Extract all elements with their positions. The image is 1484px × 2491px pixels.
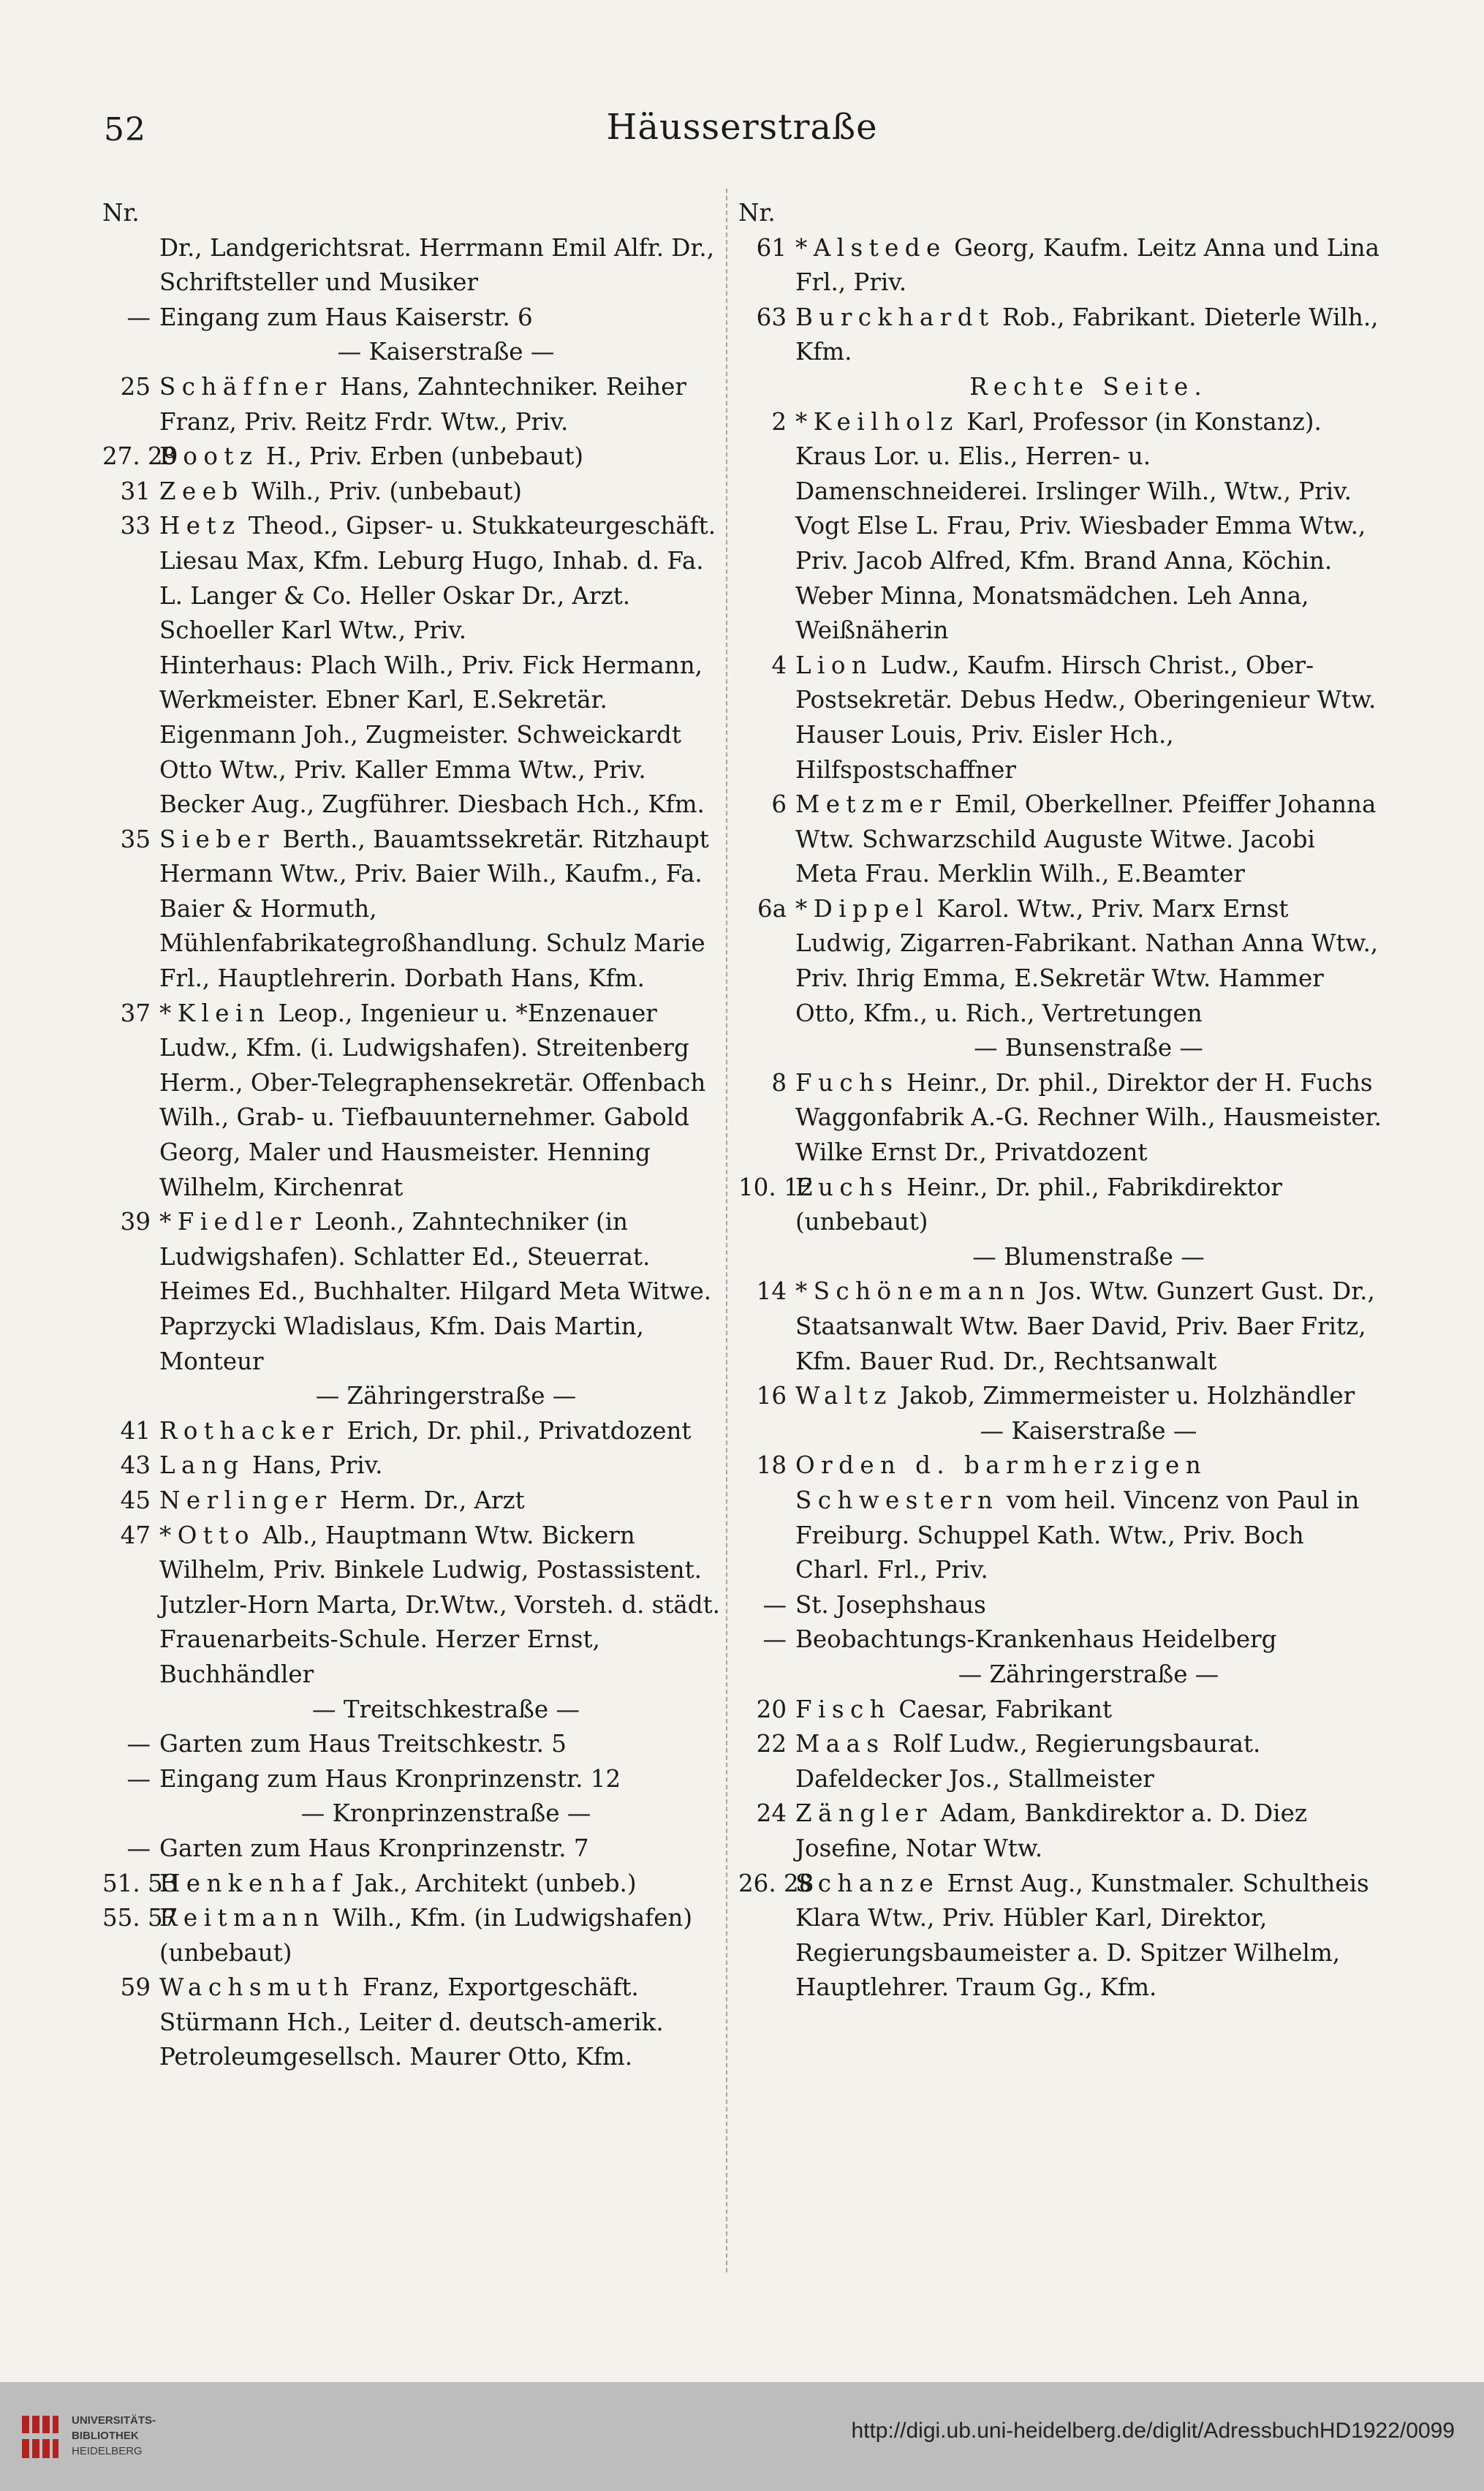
entry-text (795, 1379, 1382, 1414)
occupant-details: Adam, Bankdirektor a. D. Diez Josefine, Notar Wtw. (795, 1799, 1307, 1862)
occupant-details: Ludw., Kaufm. Hirsch Christ., Ober-Postsekretär. Debus Hedw., Oberingenieur Wtw. Hauser Louis, Priv. Eisler Hch., Hilfspostschaffner (795, 651, 1377, 784)
address-entry (738, 1693, 1382, 1728)
address-entry (738, 892, 1382, 1031)
entry-text (795, 1693, 1382, 1728)
occupant-details: Herm. Dr., Arzt (339, 1486, 525, 1514)
address-entry (102, 823, 732, 997)
house-number: 33 (120, 512, 151, 540)
house-number: 10. 12 (738, 1173, 814, 1201)
house-number: 61 (756, 233, 787, 262)
entry-text (795, 405, 1382, 649)
entry-text (159, 475, 732, 510)
house-number: 14 (756, 1277, 787, 1306)
owner-name: *Schönemann (795, 1277, 1031, 1306)
occupant-details: Caesar, Fabrikant (898, 1695, 1113, 1723)
entry-text (159, 370, 732, 439)
address-entry (102, 1762, 732, 1797)
entry-text (795, 231, 1382, 300)
page-header (0, 102, 1484, 168)
column-label: Nr. (102, 199, 140, 227)
owner-name: Nerlinger (159, 1486, 333, 1514)
page-number: 52 (104, 111, 146, 148)
entry-text (159, 1483, 732, 1519)
cross-street-heading: — Bunsenstraße — (974, 1034, 1203, 1062)
occupant-details: Wilh., Kfm. (in Ludwigshafen) (unbebaut) (159, 1904, 693, 1967)
owner-name: Maas (795, 1730, 885, 1758)
house-number: 25 (120, 372, 151, 401)
house-number: 27. 29 (102, 442, 178, 471)
entry-text (159, 1832, 732, 1867)
occupant-details: Erich, Dr. phil., Privatdozent (347, 1416, 692, 1445)
address-entry (102, 649, 732, 823)
address-entry (102, 997, 732, 1206)
entry-text (795, 1622, 1382, 1657)
address-entry (102, 1970, 732, 2075)
address-entry (738, 1727, 1382, 1796)
cross-street-heading: — Kaiserstraße — (980, 1416, 1197, 1445)
occupant-details: Beobachtungs-Krankenhaus Heidelberg (795, 1625, 1277, 1654)
address-entry (102, 1519, 732, 1693)
address-entry (738, 231, 1382, 300)
occupant-details: Hans, Zahntechniker. Reiher Franz, Priv. Reitz Frdr. Wtw., Priv. (159, 372, 686, 436)
occupant-details: vom heil. Vincenz von Paul in Freiburg. Schuppel Kath. Wtw., Priv. Boch Charl. Frl., Priv. (795, 1486, 1360, 1584)
occupant-details: Jakob, Zimmermeister u. Holzhändler (900, 1382, 1355, 1410)
owner-name: Zeeb (159, 477, 244, 505)
entry-text (159, 1762, 732, 1797)
house-number: 6a (757, 894, 787, 923)
owner-name: Reitmann (159, 1904, 325, 1932)
owner-name: Hetz (159, 512, 241, 540)
house-number: — (126, 303, 151, 331)
cross-street-heading: — Zähringerstraße — (315, 1382, 577, 1410)
entry-text (159, 823, 732, 997)
house-number: — (762, 1625, 787, 1654)
owner-name: *Klein (159, 999, 271, 1027)
owner-name: Waltz (795, 1382, 893, 1410)
cross-street-heading: — Zähringerstraße — (958, 1660, 1219, 1688)
address-entry (102, 1727, 732, 1762)
house-number: 63 (756, 303, 787, 331)
occupant-details: Alb., Hauptmann Wtw. Bickern Wilhelm, Priv. Binkele Ludwig, Postassistent. Jutzler-Horn Marta, Dr.Wtw., Vorsteh. d. städt. Frauenarbeits-Schule. Herzer Ernst, Buchhändler (159, 1521, 720, 1688)
address-entry (738, 1066, 1382, 1171)
address-entry (102, 509, 732, 648)
occupant-details: Georg, Kaufm. Leitz Anna und Lina Frl., Priv. (795, 233, 1379, 297)
cross-street-heading: — Blumenstraße — (972, 1242, 1205, 1271)
address-entry (738, 1622, 1382, 1657)
occupant-details: Eingang zum Haus Kronprinzenstr. 12 (159, 1764, 621, 1793)
occupant-details: Garten zum Haus Treitschkestr. 5 (159, 1730, 567, 1758)
address-entry (738, 787, 1382, 892)
address-entry (102, 1205, 732, 1379)
cross-street-heading: — Kronprinzenstraße — (300, 1799, 591, 1828)
entry-text (159, 1448, 732, 1483)
house-number: 41 (120, 1416, 151, 1445)
occupant-details: Eingang zum Haus Kaiserstr. 6 (159, 303, 533, 331)
house-number: 2 (771, 407, 787, 436)
address-entry (738, 1796, 1382, 1866)
occupant-details: Karl, Professor (in Konstanz). Kraus Lor. u. Elis., Herren- u. Damenschneiderei. Irslinger Wilh., Wtw., Priv. Vogt Else L. Frau, Priv. Wiesbader Emma Wtw., Priv. Jacob Alfred, Kfm. Brand Anna, Köchin. Weber Minna, Monatsmädchen. Leh Anna, Weißnäherin (795, 407, 1366, 645)
owner-name: Fisch (795, 1695, 892, 1723)
address-entry (738, 300, 1382, 370)
address-entry (102, 1832, 732, 1867)
house-number: 55. 57 (102, 1904, 178, 1932)
occupant-details: Ernst Aug., Kunstmaler. Schultheis Klara Wtw., Priv. Hübler Karl, Direktor, Regierungsbaumeister a. D. Spitzer Wilhelm, Hauptlehrer. Traum Gg., Kfm. (795, 1869, 1369, 2002)
entry-text (159, 439, 732, 475)
owner-name: *Keilholz (795, 407, 959, 436)
owner-name: Wachsmuth (159, 1973, 355, 2002)
occupant-details: Heinr., Dr. phil., Fabrikdirektor (unbebaut) (795, 1173, 1282, 1236)
address-entry (738, 1588, 1382, 1623)
street-side-heading: Rechte Seite. (969, 372, 1208, 401)
address-entry (102, 370, 732, 439)
right-column (738, 196, 1382, 2280)
house-number: 4 (771, 651, 787, 679)
entry-text (159, 509, 732, 648)
running-title: Häusserstraße (606, 107, 878, 148)
occupant-details: Hans, Priv. (251, 1451, 383, 1480)
entry-text (795, 1727, 1382, 1796)
owner-name: Bootz (159, 442, 259, 471)
address-entry (102, 1901, 732, 1970)
house-number: 47 (120, 1521, 151, 1549)
occupant-details: Rob., Fabrikant. Dieterle Wilh., Kfm. (795, 303, 1379, 366)
address-entry (738, 1448, 1382, 1587)
owner-name: *Dippel (795, 894, 930, 923)
owner-name: *Alstede (795, 233, 947, 262)
entry-text (159, 231, 732, 300)
logo-line-1: UNIVERSITÄTS- (72, 2414, 156, 2427)
address-entry (102, 1483, 732, 1519)
column-divider (726, 189, 727, 2272)
entry-text (795, 1588, 1382, 1623)
occupant-details: Jak., Architekt (unbeb.) (355, 1869, 637, 1897)
owner-name: Schäffner (159, 372, 333, 401)
house-number: 39 (120, 1208, 151, 1236)
house-number: 24 (756, 1799, 787, 1828)
entry-text (159, 1901, 732, 1970)
occupant-details: St. Josephshaus (795, 1590, 986, 1619)
owner-name: Henkenhaf (159, 1869, 347, 1897)
source-url-link[interactable]: http://digi.ub.uni-heidelberg.de/diglit/AdressbuchHD1922/0099 (851, 2419, 1455, 2443)
owner-name: Schanze (795, 1869, 940, 1897)
house-number: — (126, 1764, 151, 1793)
occupant-details: Leop., Ingenieur u. *Enzenauer Ludw., Kfm. (i. Ludwigshafen). Streitenberg Herm., Ober-Telegraphensekretär. Offenbach Wilh., Grab- u. Tiefbauunternehmer. Gabold Georg, Maler und Hausmeister. Henning Wilhelm, Kirchenrat (159, 999, 706, 1201)
entry-text (159, 1727, 732, 1762)
house-number: 31 (120, 477, 151, 505)
address-entry (738, 1274, 1382, 1379)
house-number: — (126, 1730, 151, 1758)
occupant-details: Dr., Landgerichtsrat. Herrmann Emil Alfr. Dr., Schriftsteller und Musiker (159, 233, 715, 297)
address-entry (102, 439, 732, 475)
address-entry (102, 1414, 732, 1449)
owner-name: Lion (795, 651, 874, 679)
entry-text (159, 1867, 732, 1902)
entry-text (159, 997, 732, 1206)
address-entry (738, 1171, 1382, 1240)
occupant-details: Berth., Bauamtssekretär. Ritzhaupt Hermann Wtw., Priv. Baier Wilh., Kaufm., Fa. Baier & Hormuth, Mühlenfabrikategroßhandlung. Schulz Marie Frl., Hauptlehrerin. Dorbath Hans, Kfm. (159, 825, 709, 993)
occupant-details: Karol. Wtw., Priv. Marx Ernst Ludwig, Zigarren-Fabrikant. Nathan Anna Wtw., Priv. Ihrig Emma, E.Sekretär Wtw. Hammer Otto, Kfm., u. Rich., Vertretungen (795, 894, 1379, 1027)
library-logo[interactable] (19, 2405, 173, 2471)
occupant-details: Wilh., Priv. (unbebaut) (251, 477, 522, 505)
house-number: 8 (771, 1068, 787, 1097)
owner-name: Metzmer (795, 790, 947, 819)
owner-name: Burckhardt (795, 303, 995, 331)
house-number: 45 (120, 1486, 151, 1514)
house-number: 6 (771, 790, 787, 819)
entry-text (795, 1274, 1382, 1379)
house-number: 43 (120, 1451, 151, 1480)
address-entry (738, 405, 1382, 649)
address-entry (102, 475, 732, 510)
entry-text (795, 649, 1382, 787)
address-entry (738, 1867, 1382, 2006)
occupant-details: Jos. Wtw. Gunzert Gust. Dr., Staatsanwalt Wtw. Baer David, Priv. Baer Fritz, Kfm. Bauer Rud. Dr., Rechtsanwalt (795, 1277, 1375, 1375)
occupant-details: H., Priv. Erben (unbebaut) (265, 442, 584, 471)
entry-text (795, 892, 1382, 1031)
owner-name: Fuchs (795, 1173, 899, 1201)
logo-line-3: HEIDELBERG (72, 2445, 143, 2457)
house-number: 51. 53 (102, 1869, 178, 1897)
occupant-details: Emil, Oberkellner. Pfeiffer Johanna Wtw. Schwarzschild Auguste Witwe. Jacobi Meta Frau. Merklin Wilh., E.Beamter (795, 790, 1377, 888)
entry-text (795, 1867, 1382, 2006)
house-number: 37 (120, 999, 151, 1027)
entry-text (159, 649, 732, 823)
footer-bar (0, 2382, 1484, 2491)
address-entry (102, 1867, 732, 1902)
occupant-details: Garten zum Haus Kronprinzenstr. 7 (159, 1834, 589, 1862)
house-number: 16 (756, 1382, 787, 1410)
address-entry (102, 1448, 732, 1483)
occupant-details: Rolf Ludw., Regierungsbaurat. Dafeldecker Jos., Stallmeister (795, 1730, 1261, 1793)
house-number: 22 (756, 1730, 787, 1758)
cross-street-heading: — Kaiserstraße — (337, 338, 555, 366)
entry-text (159, 1414, 732, 1449)
owner-name: *Otto (159, 1521, 255, 1549)
address-entry (102, 231, 732, 300)
owner-name: Lang (159, 1451, 245, 1480)
owner-name: *Fiedler (159, 1208, 307, 1236)
column-label: Nr. (738, 199, 776, 227)
entry-text (795, 1171, 1382, 1240)
house-number: — (762, 1590, 787, 1619)
house-number: 20 (756, 1695, 787, 1723)
house-number: 18 (756, 1451, 787, 1480)
left-column (102, 196, 732, 2280)
occupant-details: Heinr., Dr. phil., Direktor der H. Fuchs Waggonfabrik A.-G. Rechner Wilh., Hausmeister. Wilke Ernst Dr., Privatdozent (795, 1068, 1382, 1167)
entry-text (795, 1448, 1382, 1587)
entry-text (159, 1519, 732, 1693)
library-seal-icon (19, 2413, 61, 2461)
entry-text (159, 1205, 732, 1379)
owner-name: Orden d. barmherzigen Schwestern (795, 1451, 1208, 1514)
house-number: 26. 28 (738, 1869, 814, 1897)
address-entry (738, 1379, 1382, 1414)
owner-name: Zängler (795, 1799, 934, 1828)
address-entry (102, 300, 732, 336)
library-name (72, 2413, 156, 2459)
house-number: 35 (120, 825, 151, 853)
entry-text (795, 1066, 1382, 1171)
address-entry (738, 649, 1382, 787)
entry-text (159, 300, 732, 336)
entry-text (795, 787, 1382, 892)
owner-name: Sieber (159, 825, 276, 853)
logo-line-2: BIBLIOTHEK (72, 2430, 139, 2442)
owner-name: Fuchs (795, 1068, 899, 1097)
entry-text (795, 300, 1382, 370)
occupant-details: Franz, Exportgeschäft. Stürmann Hch., Leiter d. deutsch-amerik. Petroleumgesellsch. Maurer Otto, Kfm. (159, 1973, 664, 2071)
house-number: — (126, 1834, 151, 1862)
cross-street-heading: — Treitschkestraße — (312, 1695, 580, 1723)
owner-name: Rothacker (159, 1416, 340, 1445)
entry-text (795, 1796, 1382, 1866)
house-number: 59 (120, 1973, 151, 2002)
occupant-details: Theod., Gipser- u. Stukkateurgeschäft. Liesau Max, Kfm. Leburg Hugo, Inhab. d. Fa. L. Langer & Co. Heller Oskar Dr., Arzt. Schoeller Karl Wtw., Priv. (159, 512, 716, 645)
occupant-details: Hinterhaus: Plach Wilh., Priv. Fick Hermann, Werkmeister. Ebner Karl, E.Sekretär. Eigenmann Joh., Zugmeister. Schweickardt Otto Wtw., Priv. Kaller Emma Wtw., Priv. Becker Aug., Zugführer. Diesbach Hch., Kfm. (159, 651, 705, 819)
occupant-details: Leonh., Zahntechniker (in Ludwigshafen). Schlatter Ed., Steuerrat. Heimes Ed., Buchhalter. Hilgard Meta Witwe. Paprzycki Wladislaus, Kfm. Dais Martin, Monteur (159, 1208, 712, 1375)
entry-text (159, 1970, 732, 2075)
